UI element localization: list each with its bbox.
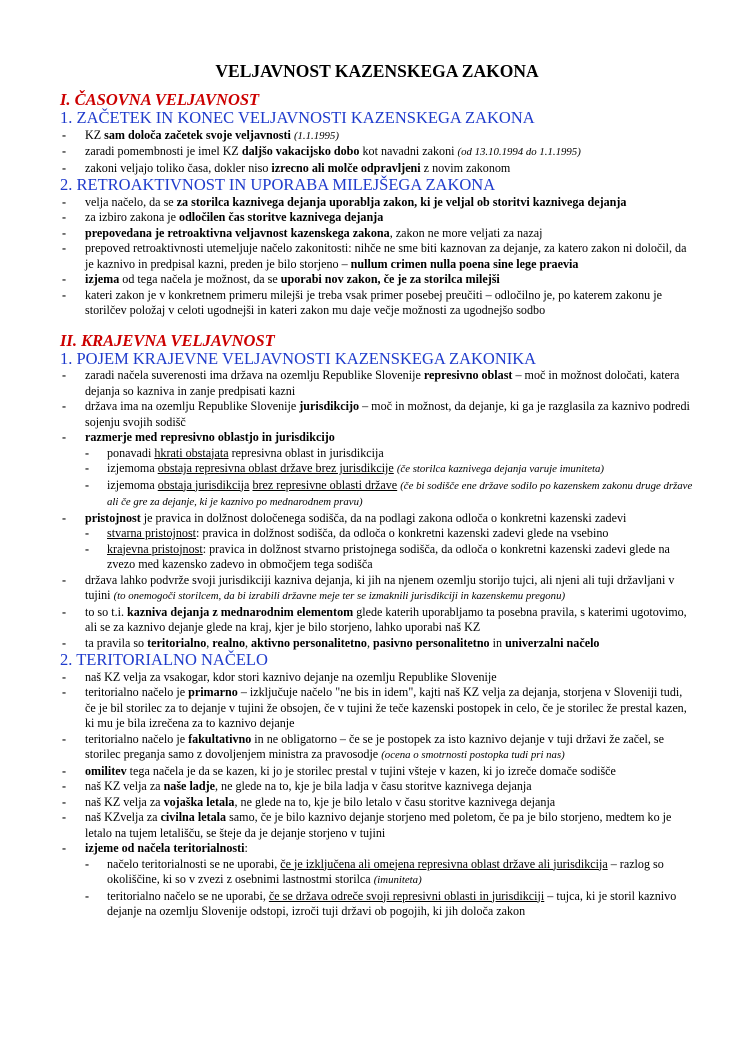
bold-text: vojaška letala (163, 794, 235, 809)
text-run: , (245, 635, 252, 650)
sub-bullet-list (60, 857, 694, 920)
text-run: : pravica in dolžnost stvarno pristojnega sodišča, da odloča o konkretni kazenski zadevi glede na zvezo med kazensko zadevo in območjem tega sodišča (107, 541, 670, 571)
text-run: naš KZvelja za (85, 810, 161, 824)
sub-bullet-list (60, 446, 694, 511)
list-item (60, 573, 694, 605)
italic-note: (to onemogoči storilcem, da bi izrabili državne meje ter se izmaknili jurisdikciji in kazenskemu pregonu) (113, 590, 566, 602)
italic-note: (če storilca kaznivega dejanja varuje imuniteta) (396, 463, 605, 475)
text-run: – izključuje načelo "ne bis in idem", kajti naš KZ velja za dejanja, storjena v Sloveniji tudi, če je bil storilec za to dejanje v tujini že obsojen, če v tujini že teče kazenski postopek in celo, če je storilec že prestal kazen, ki mu je bila izrečena za to kaznivo dejanje (85, 685, 687, 730)
text-run: od tega načela je možnost, da se (119, 272, 281, 286)
list-item (60, 144, 694, 161)
text-run: zakoni veljajo toliko časa, dokler niso (85, 160, 272, 175)
sub-list-item (60, 478, 694, 511)
bold-text: odločilen čas storitve kaznivega dejanja (179, 210, 384, 224)
bold-text: univerzalni načelo (505, 635, 600, 650)
text-run: – moč in možnost določati, katera dejanja so kazniva in zanje predpisati kazni (85, 368, 680, 398)
bold-text: naše ladje (163, 779, 215, 793)
subsection-heading: 2. RETROAKTIVNOST IN UPORABA MILEJŠEGA ZAKONA (60, 175, 496, 194)
sub-list-item (60, 461, 694, 478)
bold-text: civilna letala (160, 810, 227, 824)
bold-text: izrecno ali molče odpravljeni (271, 160, 421, 175)
text-run: – tujca, ki je storil kaznivo dejanje na ozemlju Slovenije odstopi, izroči tuji državi ob pogojih, ki jih določa zakon (107, 888, 677, 918)
text-run: prepoved retroaktivnosti utemeljuje načelo zakonitosti: nihče ne sme biti kaznovan za dejanje, za katero zakon ni določil, da je kaznivo in predpisal kazni, preden je bilo storjeno – (85, 241, 687, 271)
bold-text: jurisdikcijo (299, 399, 360, 413)
text-run: ponavadi (107, 445, 155, 460)
bold-text: fakultativno (188, 731, 252, 746)
text-run: teritorialno načelo je (85, 685, 189, 699)
section-heading: I. ČASOVNA VELJAVNOST (60, 90, 260, 109)
text-run: , ne glede na to, kje je bilo letalo v času storitve kaznivega dejanja (234, 794, 556, 809)
list-item (60, 732, 694, 764)
underlined-text: hkrati obstajata (154, 445, 229, 460)
text-run: ta pravila so (85, 635, 148, 650)
sub-list-item (60, 526, 694, 542)
italic-note: (1.1.1995) (293, 129, 339, 142)
bold-text: za storilca kaznivega dejanja uporablja zakon, ki je veljal ob storitvi kaznivega dejanja (176, 194, 627, 209)
bullet-list (60, 368, 694, 651)
italic-note: (ocena o smotrnosti postopka tudi pri nas) (381, 749, 565, 761)
sub-list-item (60, 446, 694, 462)
list-item (60, 841, 694, 857)
bold-text: kazniva dejanja z mednarodnim elementom (127, 604, 354, 619)
text-run: in (489, 635, 506, 650)
underlined-text: obstaja jurisdikcija (157, 477, 250, 492)
text-run: : pravica in dolžnost sodišča, da odloča o konkretni kazenski zadevi glede na vsebino (196, 526, 609, 540)
bullet-list (60, 670, 694, 920)
subsection-heading: 1. ZAČETEK IN KONEC VELJAVNOSTI KAZENSKEGA ZAKONA (60, 108, 535, 127)
text-run: izjemoma (107, 461, 158, 475)
underlined-text: stvarna pristojnost (107, 526, 197, 540)
underlined-text: če je izključena ali omejena represivna oblast države ali jurisdikcija (280, 856, 608, 871)
sub-list-item (60, 889, 694, 920)
bold-text: pristojnost (85, 510, 141, 525)
bold-text: nullum crimen nulla poena sine lege praevia (350, 256, 579, 271)
bold-text: teritorialno (147, 635, 207, 650)
bold-text: primarno (188, 685, 238, 699)
bold-text: prepovedana je retroaktivna veljavnost kazenskega zakona (85, 225, 390, 240)
list-item (60, 670, 694, 686)
text-run: , ne glede na to, kje je bila ladja v času storitve kaznivega dejanja (214, 779, 532, 793)
list-item (60, 161, 694, 177)
list-item (60, 511, 694, 527)
text-run: , (206, 635, 213, 650)
bold-text: izjeme od načela teritorialnosti (85, 841, 245, 855)
document-body (60, 61, 694, 920)
sub-list-item (60, 857, 694, 889)
text-run: naš KZ velja za vsakogar, kdor stori kaznivo dejanje na ozemlju Republike Slovenije (85, 669, 497, 684)
subsection-heading: 2. TERITORIALNO NAČELO (60, 650, 268, 669)
list-item (60, 210, 694, 226)
section-heading: II. KRAJEVNA VELJAVNOST (60, 330, 275, 350)
italic-note: (imuniteta) (373, 874, 422, 886)
list-item (60, 368, 694, 399)
list-item (60, 605, 694, 636)
list-item (60, 795, 694, 811)
text-run: naš KZ velja za (85, 794, 164, 809)
document-title: VELJAVNOST KAZENSKEGA ZAKONA (215, 61, 539, 81)
text-run: KZ (85, 127, 105, 142)
text-run: naš KZ velja za (85, 779, 164, 793)
subsection-heading: 1. POJEM KRAJEVNE VELJAVNOSTI KAZENSKEGA ZAKONIKA (60, 348, 537, 368)
text-run: za izbiro zakona je (85, 210, 180, 224)
text-run: represivna oblast in jurisdikcija (228, 445, 384, 460)
text-run: tega načela je da se kazen, ki jo je storilec prestal v tujini všteje v kazen, ki jo izreče domače sodišče (126, 763, 616, 778)
list-item (60, 685, 694, 732)
bold-text: aktivno personalitetno (251, 635, 367, 650)
underlined-text: obstaja represivna oblast države brez jurisdikcije (157, 461, 394, 475)
italic-note: (če bi sodišče ene države sodilo po kazenskem zakonu druge države ali če gre za dejanje, ki je kaznivo po mednarodnem pravu) (107, 479, 693, 508)
bold-text: represivno oblast (423, 368, 513, 382)
bold-text: razmerje med represivno oblastjo in jurisdikcijo (85, 430, 335, 444)
text-run: načelo teritorialnosti se ne uporabi, (107, 856, 281, 871)
bold-text: pasivno personalitetno (373, 635, 490, 650)
text-run: država lahko podvrže svoji jurisdikciji kazniva dejanja, ki jih na njenem ozemlju storijo tujci, ali njeni ali tuji državljani v tujini (85, 572, 675, 602)
bold-text: realno (212, 635, 245, 650)
text-run: glede katerih uporabljamo ta posebna pravila, s katerimi ugotovimo, ali se za kaznivo dejanje glede na kraj, kjer je bilo storjeno, lahko uporabi naš KZ (85, 604, 687, 634)
bold-text: omilitev (85, 763, 127, 778)
bold-text: daljšo vakacijsko dobo (241, 144, 360, 158)
underlined-text: brez represivne oblasti države (252, 477, 398, 492)
text-run: teritorialno načelo se ne uporabi, (107, 888, 269, 903)
text-run: – moč in možnost, da dejanje, ki ga je razglasila za kaznivo podredi sojenju svojih sodišč (85, 399, 690, 429)
text-run: zaradi pomembnosti je imel KZ (85, 144, 242, 158)
underlined-text: krajevna pristojnost (107, 541, 203, 556)
text-run: zaradi načela suverenosti ima država na ozemlju Republike Slovenije (85, 368, 424, 382)
text-run: kot navadni zakoni (359, 144, 458, 158)
list-item (60, 195, 694, 211)
text-run: velja načelo, da se (85, 194, 177, 209)
sub-bullet-list (60, 526, 694, 573)
text-run: z novim zakonom (420, 160, 511, 175)
text-run: država ima na ozemlju Republike Slovenije (85, 399, 300, 413)
text-run: – razlog so okoliščine, ki so v zvezi z osebnimi lastnostmi storilca (107, 856, 664, 886)
document-content (60, 90, 694, 920)
text-run: teritorialno načelo je (85, 731, 189, 746)
text-run: izjemoma (107, 477, 158, 492)
bold-text: uporabi nov zakon, če je za storilca milejši (280, 272, 500, 286)
sub-list-item (60, 542, 694, 573)
list-item (60, 430, 694, 446)
text-run: in ne obligatorno – če se je postopek za isto kaznivo dejanje v tuji državi že začel, se storilec preganja samo z dovoljenjem ministra za pravosodje (85, 731, 664, 761)
bullet-list (60, 128, 694, 177)
list-item (60, 810, 694, 841)
list-item (60, 636, 694, 652)
list-item (60, 399, 694, 430)
list-item (60, 226, 694, 242)
list-item (60, 288, 694, 319)
text-run: , zakon ne more veljati za nazaj (389, 225, 543, 240)
text-run: to so t.i. (85, 604, 127, 619)
underlined-text: če se država odreče svoji represivni oblasti in jurisdikciji (268, 888, 545, 903)
bold-text: sam določa začetek svoje veljavnosti (104, 127, 291, 142)
list-item (60, 128, 694, 145)
italic-note: (od 13.10.1994 do 1.1.1995) (457, 146, 581, 158)
bold-text: izjema (85, 272, 120, 286)
text-run: je pravica in dolžnost določenega sodišča, da na podlagi zakona odloča o konkretni kazenski zadevi (140, 510, 627, 525)
bullet-list (60, 195, 694, 319)
text-run: samo, če je bilo kaznivo dejanje storjeno med poletom, če pa je bilo storjeno, medtem ko je letalo na tujem letališču, se šteje da je dejanje storjeno v tujini (85, 810, 672, 840)
list-item (60, 764, 694, 780)
text-run: : (244, 841, 248, 855)
list-item (60, 241, 694, 272)
text-run: , (366, 635, 374, 650)
list-item (60, 779, 694, 795)
text-run: kateri zakon je v konkretnem primeru milejši je treba vsak primer posebej preučiti – odločilno je, po katerem zakonu je storilčev položaj v celoti ugodnejši in kateri zakon mu daje večje možnosti za ugodnejšo sodbo (85, 287, 662, 317)
list-item (60, 272, 694, 288)
